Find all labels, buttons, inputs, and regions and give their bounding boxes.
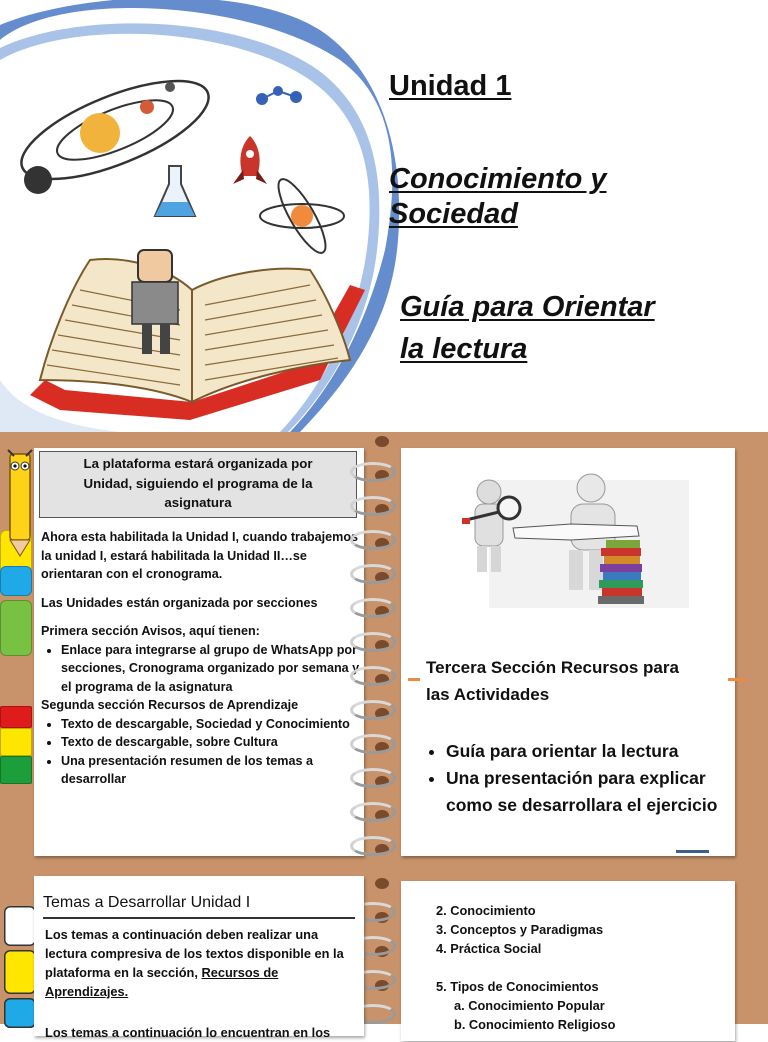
knowledge-type-item: b. Conocimiento Religioso — [454, 1017, 616, 1032]
list-item: • Enlace para integrarse al grupo de WhatsApp por secciones, Cronograma organizado por semana y el programa de la asignatura — [61, 641, 361, 697]
topic-line-1: Conocimiento y — [389, 163, 607, 195]
binder-ring — [350, 632, 396, 652]
topic-list — [436, 901, 726, 1034]
platform-body — [41, 528, 361, 789]
binder-ring — [350, 462, 396, 482]
unit-title: Unidad 1 — [389, 70, 512, 102]
activity-resources-heading — [426, 654, 726, 708]
topics-intro-text: Los temas a continuación deben realizar una lectura compresiva de los textos disponible en la plataforma en la sección, — [45, 927, 344, 980]
activity-heading-line-2: las Actividades — [426, 685, 550, 704]
notebook-background — [0, 432, 768, 1040]
platform-header-line-3: asignatura — [164, 495, 232, 510]
blue-tab — [0, 566, 32, 596]
card-topics-unit — [34, 876, 364, 1040]
platform-header-line-1: La plataforma estará organizada por — [83, 456, 313, 471]
flask-icon — [150, 162, 200, 222]
list-item: • Texto de descargable, sobre Cultura — [61, 733, 361, 752]
book-stack-icon — [598, 540, 644, 604]
white-tab — [4, 906, 36, 946]
guide-line-2: la lectura — [400, 333, 528, 365]
green-stripe-tab — [0, 756, 32, 784]
topic-line-2: Sociedad — [389, 198, 518, 230]
title-slide — [0, 0, 768, 432]
activity-heading-line-1: Tercera Sección Recursos para — [426, 658, 679, 677]
activity-resources-list — [426, 738, 746, 819]
binder-ring — [350, 836, 396, 856]
spine-hole — [375, 436, 389, 447]
spine-hole — [375, 878, 389, 889]
binder-ring — [350, 700, 396, 720]
topic-item: 3. Conceptos y Paradigmas — [436, 922, 604, 937]
sections-intro: Las Unidades están organizada por secciones — [41, 595, 318, 610]
section2-list — [41, 715, 361, 789]
binder-ring — [350, 768, 396, 788]
reading-figures-illustration — [461, 480, 686, 610]
topics-divider — [43, 917, 355, 919]
molecule-icon — [250, 75, 310, 125]
list-item: • Texto de descargable, Sociedad y Conocimiento — [61, 715, 361, 734]
red-tab — [0, 706, 32, 728]
orange-marker — [408, 678, 420, 681]
topics-intro-text-2: Los temas a continuación lo encuentran en los — [45, 1025, 331, 1040]
list-item: • Una presentación resumen de los temas a desarrollar — [61, 752, 361, 789]
topics-title: Temas a Desarrollar Unidad I — [43, 894, 251, 911]
yellow-stripe-tab — [0, 728, 32, 756]
section1-title: Primera sección Avisos, aquí tienen: — [41, 624, 260, 638]
binder-ring — [350, 496, 396, 516]
pencil-mascot-icon — [2, 440, 38, 560]
open-book-icon — [20, 230, 370, 425]
unit-availability-text: Ahora esta habilitada la Unidad I, cuando trabajemos la unidad I, estará habilitada la Unidad II…se orientaran con el cronograma. — [41, 530, 359, 581]
orange-marker — [728, 678, 746, 681]
guide-title — [400, 286, 700, 370]
topic-item: 4. Práctica Social — [436, 941, 542, 956]
list-item: • Una presentación para explicar como se desarrollara el ejercicio — [446, 765, 746, 819]
platform-header-line-2: Unidad, siguiendo el programa de la — [83, 475, 313, 491]
list-item: • Guía para orientar la lectura — [446, 738, 746, 765]
resources-link-text: Recursos de Aprendizajes. — [45, 965, 279, 999]
binder-ring — [350, 598, 396, 618]
blue-tab-bottom — [4, 998, 36, 1028]
card-platform-organization — [34, 448, 364, 856]
topics-body — [45, 925, 357, 1042]
card-activity-resources — [401, 448, 735, 856]
footer-line — [676, 850, 709, 853]
section2-title: Segunda sección Recursos de Aprendizaje — [41, 698, 299, 712]
binder-ring — [350, 530, 396, 550]
binder-ring — [350, 734, 396, 754]
binder-ring — [350, 666, 396, 686]
knowledge-types-title: 5. Tipos de Conocimientos — [436, 979, 599, 994]
platform-header — [39, 451, 357, 518]
binder-ring — [350, 802, 396, 822]
green-tab — [0, 600, 32, 656]
knowledge-type-item: a. Conocimiento Popular — [454, 998, 605, 1013]
topic-title — [389, 162, 649, 232]
card-topic-list — [401, 881, 735, 1041]
binder-ring — [350, 564, 396, 584]
section1-list — [41, 641, 361, 697]
topic-item: 2. Conocimiento — [436, 903, 536, 918]
guide-line-1: Guía para Orientar — [400, 291, 655, 323]
yellow-tab-bottom — [4, 950, 36, 994]
